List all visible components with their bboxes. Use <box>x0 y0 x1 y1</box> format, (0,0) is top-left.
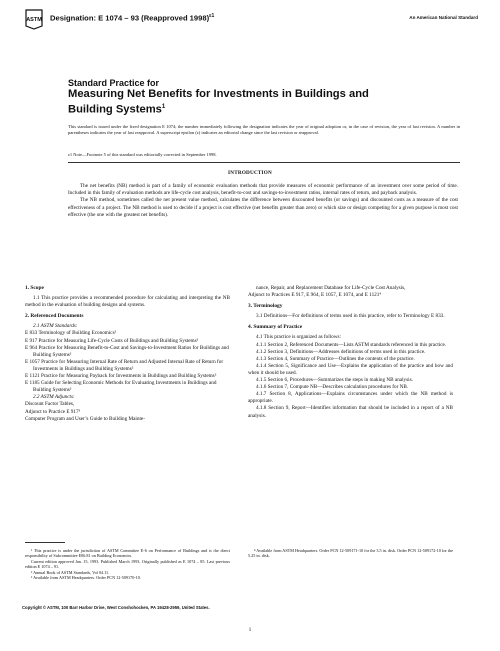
title-line3: Building Systems$^1$ <box>68 103 166 116</box>
footnotes-right <box>248 548 453 559</box>
refdocs-heading: 2. Referenced Documents <box>25 313 84 320</box>
footnote: Current edition approved Jan. 15, 1993. Published March 1993. Originally published as E 1074 – 85. Last previous edition E 1074 – 91. <box>25 558 230 570</box>
title-line1: Standard Practice for <box>68 78 160 88</box>
astm-adjuncts-label: 2.2 ASTM Adjuncts: <box>33 394 75 401</box>
adjunct-to: Adjunct to Practices E 917, E 964, E 1057, E 1074, and E 1121⁴ <box>248 292 382 299</box>
summary-item: 4.1.3 Section 4, Summary of Practice—Outlines the contents of the practice. <box>256 355 415 362</box>
adjunct-item: Discount Factor Tables, <box>25 401 75 408</box>
adjunct-item: Computer Program and User’s Guide to Building Mainte- <box>25 415 145 422</box>
astm-logo-icon <box>24 8 44 30</box>
summary-intro: 4.1 This practice is organized as follows: <box>256 334 341 341</box>
summary-item: 4.1.1 Section 2, Referenced Documents—Lists ASTM standards referenced in this practice. <box>256 341 447 348</box>
title-block <box>68 78 458 116</box>
introduction-text <box>68 183 458 219</box>
summary-item: 4.1.4 Section 5, Significance and Use—Explains the application of the practice and how and when it should be used. <box>248 362 453 376</box>
introduction-heading: INTRODUCTION <box>228 170 272 176</box>
adjunct-item: Adjunct to Practice E 917³ <box>25 408 81 415</box>
reference-item: E 964 Practice for Measuring Benefit-to-Cost and Savings-to-Investment Ratios for Buildings and Building Systems² <box>25 344 229 358</box>
summary-item: 4.1.6 Section 7, Compute NB—Describes calculation procedures for NB. <box>256 384 409 391</box>
footnote: ² Annual Book of ASTM Standards, Vol 04.11. <box>31 569 110 575</box>
summary-item: 4.1.7 Section 8, Applications—Explains circumstances under which the NB method is appropriate. <box>248 391 453 405</box>
copyright: Copyright © ASTM, 100 Barr Harbor Drive, West Conshohocken, PA 19428-2959, United States. <box>22 605 210 610</box>
reference-item: E 1121 Practice for Measuring Payback for Investments in Buildings and Building Systems² <box>25 373 217 380</box>
summary-item: 4.1.8 Section 9, Report—Identifies information that should be included in a report of a NB analysis. <box>248 405 453 419</box>
page-number: 1 <box>248 627 252 633</box>
left-column <box>25 285 230 423</box>
footnotes-left <box>25 548 230 580</box>
footnote-divider <box>25 542 65 543</box>
intro-paragraph-1: The net benefits (NB) method is part of a family of economic evaluation methods that provide measures of economic performance of an investment over some period of time. Included in this family of evaluation methods are life-cycle cost analysis, benefit-to-cost and savings-to-investment ratios, internal rates of return, and payback analysis. <box>68 183 458 197</box>
adjunct-continued: nance, Repair, and Replacement Database for Life-Cycle Cost Analysis, <box>256 285 406 291</box>
terminology-text: 3.1 Definitions—For definitions of terms used in this practice, refer to Terminology E 833. <box>256 313 445 320</box>
reference-item: E 833 Terminology of Building Economics² <box>25 330 117 337</box>
scope-heading: 1. Scope <box>25 285 44 291</box>
summary-item: 4.1.5 Section 6, Procedures—Summarizes the steps in making NB analysis. <box>256 377 413 384</box>
standard-tag: An American National Standard <box>409 15 478 20</box>
summary-heading: 4. Summary of Practice <box>248 324 303 331</box>
svg-text:ASTM: ASTM <box>26 17 42 23</box>
footnote: ⁴ Available from ASTM Headquarters. Order PCN 12-509171-10 for the 3.5 in. disk. Order PCN 12-509172-10 for the 5.25 in. disk. <box>248 548 453 559</box>
footnote: ³ Available from ASTM Headquarters. Order PCN 12-509170-10. <box>31 575 141 581</box>
designation: Designation: E 1074 – 93 (Reapproved 1998)$^{\varepsilon 1}$ <box>50 13 215 23</box>
astm-standards-label: 2.1 ASTM Standards: <box>33 323 78 330</box>
right-column <box>248 285 453 420</box>
divider <box>68 162 460 163</box>
terminology-heading: 3. Terminology <box>248 303 283 310</box>
issuance-note: This standard is issued under the fixed designation E 1074; the number immediately following the designation indicates the year of original adoption or, in the case of revision, the year of last revision. A number in parentheses indicates the year of last reapproval. A superscript epsilon (ε) indicates an editorial change since the last revision or reapproval. <box>68 124 460 136</box>
footnote: ¹ This practice is under the jurisdiction of ASTM Committee E-6 on Performance of Buildings and is the direct responsibility of Subcommittee E06.81 on Building Economics. <box>25 548 230 559</box>
editorial-note: ε1 Note—Footnote 5 of this standard was editorially corrected in September 1998. <box>68 152 217 157</box>
reference-item: E 917 Practice for Measuring Life-Cycle Costs of Buildings and Building Systems² <box>25 337 199 344</box>
summary-item: 4.1.2 Section 3, Definitions—Addresses definitions of terms used in this practice. <box>256 348 426 355</box>
reference-item: E 1057 Practice for Measuring Internal Rate of Return and Adjusted Internal Rate of Return for Investments in Buildings and Building Systems² <box>25 358 224 372</box>
scope-text: 1.1 This practice provides a recommended procedure for calculating and interpreting the NB method in the evaluation of building designs and systems. <box>25 295 230 309</box>
reference-item: E 1185 Guide for Selecting Economic Methods for Evaluating Investments in Buildings and Building Systems² <box>25 380 217 394</box>
title-line2: Measuring Net Benefits for Investments in Buildings and <box>68 88 369 100</box>
intro-paragraph-2: The NB method, sometimes called the net present value method, calculates the difference between discounted benefits (or savings) and discounted costs as a measure of the cost effectiveness of a project. The NB method is used to decide if a project is cost effective (net benefits greater than zero) or which size or design competing for a given purpose is most cost effective (the one with the greatest net benefits). <box>68 197 458 218</box>
